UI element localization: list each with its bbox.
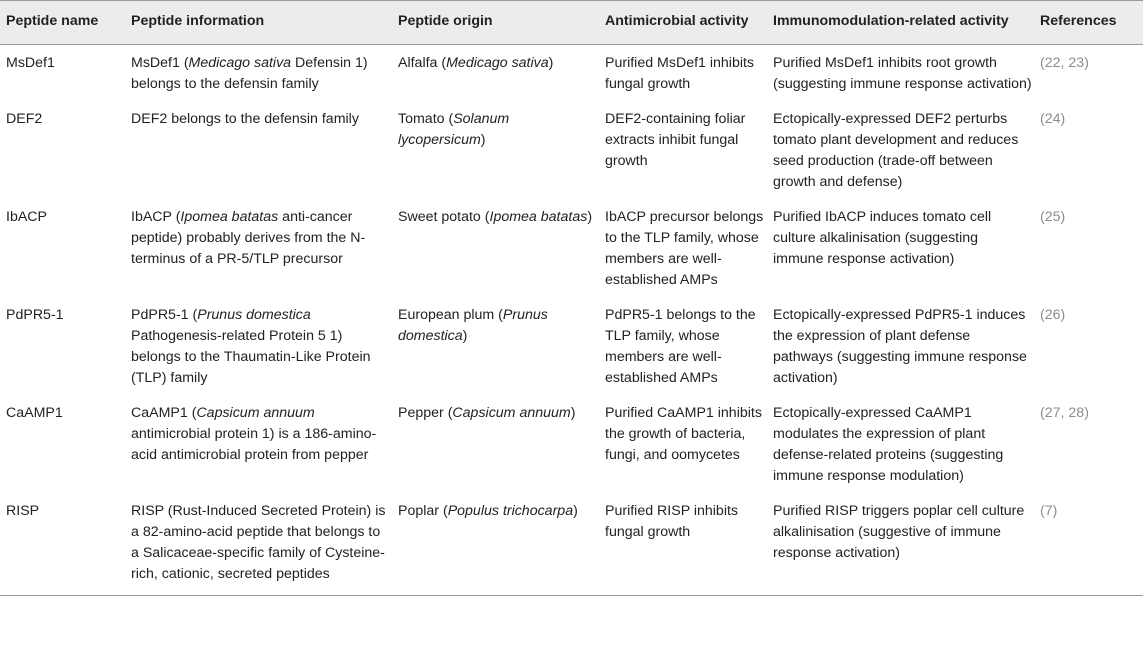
cell-references [1036, 45, 1143, 102]
cell-antimicrobial-activity: Purified RISP inhibits fungal growth [601, 493, 769, 596]
ref-paren: ) [1084, 55, 1089, 71]
cell-references [1036, 199, 1143, 297]
cell-peptide-origin [394, 493, 601, 596]
origin-text: Poplar ( [398, 503, 448, 519]
species-name: Ipomea batatas [180, 209, 279, 225]
cell-peptide-information [127, 493, 394, 596]
reference-link[interactable]: 28 [1068, 405, 1085, 421]
ref-separator: , [1060, 55, 1069, 71]
cell-references [1036, 395, 1143, 493]
ref-paren: ( [1040, 307, 1045, 323]
table-row [0, 297, 1143, 395]
ref-paren: ) [1052, 503, 1058, 519]
ref-paren: ) [1060, 209, 1066, 225]
cell-antimicrobial-activity: PdPR5-1 belongs to the TLP family, whose members are well-established AMPs [605, 307, 756, 386]
cell-peptide-name: PdPR5-1 [6, 307, 64, 323]
col-header-peptide-name: Peptide name [0, 1, 127, 45]
reference-link[interactable]: 27 [1044, 405, 1061, 421]
col-header-peptide-information: Peptide information [127, 1, 394, 45]
cell-antimicrobial-activity: Purified MsDef1 inhibits fungal growth [605, 55, 755, 92]
table-row [0, 199, 1143, 297]
ref-paren: ( [1040, 503, 1045, 519]
cell-peptide-information [127, 297, 394, 395]
cell-references [1036, 101, 1143, 199]
origin-text: ) [587, 209, 593, 225]
col-header-antimicrobial-activity: Antimicrobial activity [601, 1, 769, 45]
info-text: MsDef1 ( [131, 55, 189, 71]
species-name: Populus trichocarpa [447, 503, 574, 519]
table-row [0, 101, 1143, 199]
ref-paren: ( [1040, 111, 1045, 127]
cell-peptide-origin [394, 297, 601, 395]
reference-link[interactable]: 26 [1044, 307, 1061, 323]
cell-immunomodulation-activity: Ectopically-expressed CaAMP1 modulates the expression of plant defense-related proteins (suggesting immune response modulation) [773, 405, 1004, 484]
cell-peptide-origin [394, 199, 601, 297]
species-name: Capsicum annuum [196, 405, 315, 421]
info-text: CaAMP1 ( [131, 405, 197, 421]
table-row [0, 493, 1143, 596]
origin-text: ) [548, 55, 554, 71]
cell-peptide-origin [394, 101, 601, 199]
cell-peptide-name: RISP [0, 493, 127, 596]
cell-references [1036, 493, 1143, 596]
ref-paren: ( [1040, 55, 1045, 71]
col-header-references: References [1036, 1, 1143, 45]
cell-immunomodulation-activity: Ectopically-expressed PdPR5-1 induces the expression of plant defense pathways (suggesting immune response activation) [773, 307, 1027, 386]
info-text: IbACP ( [131, 209, 181, 225]
cell-peptide-name: DEF2 [6, 111, 43, 127]
cell-peptide-information [127, 45, 394, 102]
cell-antimicrobial-activity: DEF2-containing foliar extracts inhibit fungal growth [605, 111, 746, 169]
ref-paren: ) [1084, 405, 1089, 421]
species-name: Medicago sativa [446, 55, 549, 71]
reference-link[interactable]: 23 [1068, 55, 1085, 71]
table-row [0, 45, 1143, 102]
cell-peptide-name: IbACP [6, 209, 48, 225]
cell-antimicrobial-activity: IbACP precursor belongs to the TLP family, whose members are well-established AMPs [605, 209, 764, 288]
origin-text: Sweet potato ( [398, 209, 490, 225]
cell-peptide-information [127, 199, 394, 297]
cell-immunomodulation-activity: Ectopically-expressed DEF2 perturbs tomato plant development and reduces seed production (trade-off between growth and defense) [773, 111, 1019, 190]
cell-peptide-origin [394, 45, 601, 102]
cell-peptide-information [127, 101, 394, 199]
header-row [0, 1, 1143, 45]
cell-peptide-information [127, 395, 394, 493]
cell-peptide-name: MsDef1 [6, 55, 55, 71]
table-row [0, 395, 1143, 493]
info-text: Defensin 1) belongs to the defensin family [131, 55, 368, 92]
info-text: Pathogenesis-related Protein 5 1) belongs to the Thaumatin-Like Protein (TLP) family [131, 328, 371, 386]
reference-link[interactable]: 7 [1044, 503, 1053, 519]
ref-separator: , [1060, 405, 1069, 421]
origin-text: ) [570, 405, 576, 421]
ref-paren: ( [1040, 209, 1045, 225]
origin-text: Tomato ( [398, 111, 454, 127]
species-name: Prunus domestica [398, 307, 548, 344]
cell-immunomodulation-activity: Purified MsDef1 inhibits root growth (suggesting immune response activation) [773, 55, 1032, 92]
species-name: Capsicum annuum [452, 405, 571, 421]
ref-paren: ( [1040, 405, 1045, 421]
origin-text: Pepper ( [398, 405, 453, 421]
cell-antimicrobial-activity: Purified CaAMP1 inhibits the growth of bacteria, fungi, and oomycetes [605, 405, 762, 463]
species-name: Medicago sativa [188, 55, 292, 71]
info-text: antimicrobial protein 1) is a 186-amino-acid antimicrobial protein from pepper [131, 426, 377, 463]
ref-paren: ) [1060, 307, 1066, 323]
cell-peptide-name: CaAMP1 [6, 405, 63, 421]
species-name: Solanum lycopersicum [398, 111, 510, 148]
ref-paren: ) [1060, 111, 1066, 127]
cell-peptide-origin [394, 395, 601, 493]
origin-text: European plum ( [398, 307, 503, 323]
species-name: Prunus domestica [197, 307, 311, 323]
info-text: DEF2 belongs to the defensin family [131, 111, 359, 127]
info-text: RISP (Rust-Induced Secreted Protein) is a 82-amino-acid peptide that belongs to a Salicaceae-specific family of Cysteine-rich, cationic, secreted peptides [131, 503, 386, 582]
col-header-peptide-origin: Peptide origin [394, 1, 601, 45]
reference-link[interactable]: 22 [1044, 55, 1061, 71]
cell-immunomodulation-activity: Purified IbACP induces tomato cell culture alkalinisation (suggesting immune response activation) [773, 209, 992, 267]
species-name: Ipomea batatas [489, 209, 588, 225]
origin-text: ) [462, 328, 468, 344]
reference-link[interactable]: 25 [1044, 209, 1061, 225]
col-header-immunomodulation-activity: Immunomodulation-related activity [769, 1, 1036, 45]
origin-text: ) [480, 132, 486, 148]
cell-references [1036, 297, 1143, 395]
info-text: anti-cancer peptide) probably derives from the N-terminus of a PR-5/TLP precursor [131, 209, 366, 267]
reference-link[interactable]: 24 [1044, 111, 1061, 127]
info-text: PdPR5-1 ( [131, 307, 198, 323]
origin-text: ) [573, 503, 578, 519]
origin-text: Alfalfa ( [398, 55, 447, 71]
cell-immunomodulation-activity: Purified RISP triggers poplar cell culture alkalinisation (suggestive of immune response activation) [769, 493, 1036, 596]
